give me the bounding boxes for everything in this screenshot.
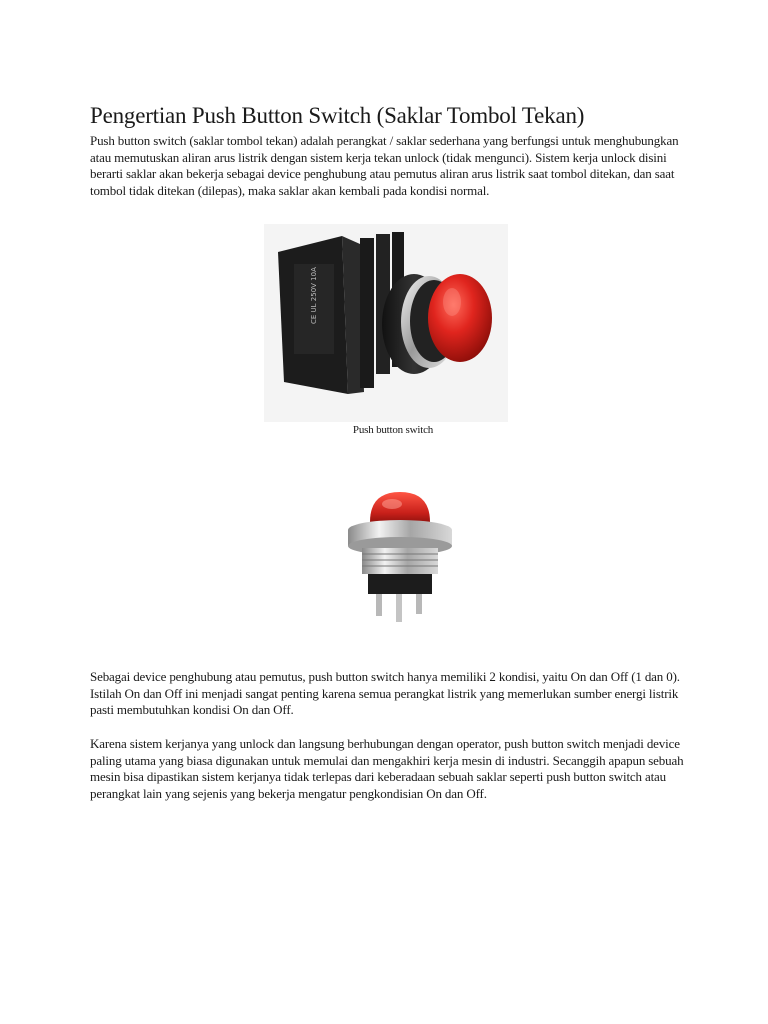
paragraph-industry: Karena sistem kerjanya yang unlock dan langsung berhubungan dengan operator, push button switch menjadi device paling utama yang biasa digunakan untuk memulai dan mengakhiri kerja mesin di industri. Secanggih apapun sebuah mesin bisa dipastikan sistem kerjanya tidak terlepas dari keberadaan sebuah saklar seperti push button switch atau perangkat lain yang sejenis yang bekerja mengatur pengkondisian On dan Off. bbox=[90, 736, 684, 801]
push-button-switch-image bbox=[264, 224, 508, 422]
figure-caption: Push button switch bbox=[352, 424, 434, 436]
svg-text:CE UL 250V 10A: CE UL 250V 10A bbox=[310, 267, 318, 324]
paragraph-intro: Push button switch (saklar tombol tekan) adalah perangkat / saklar sederhana yang berfungsi untuk menghubungkan atau memutuskan aliran arus listrik dengan sistem kerja tekan unlock (tidak mengunci). Sistem kerja unlock disini berarti saklar akan bekerja sebagai device penghubung atau pemutus aliran arus listrik saat tombol ditekan, dan saat tombol tidak ditekan (dilepas), maka saklar akan kembali pada kondisi normal. bbox=[90, 133, 679, 198]
document-page bbox=[90, 102, 690, 801]
page-title: Pengertian Push Button Switch (Saklar Tombol Tekan) bbox=[90, 103, 585, 128]
paragraph-on-off: Sebagai device penghubung atau pemutus, push button switch hanya memiliki 2 kondisi, yaitu On dan Off (1 dan 0). Istilah On dan Off ini menjadi sangat penting karena semua perangkat listrik yang memerlukan sumber energi listrik pasti membutuhkan kondisi On dan Off. bbox=[90, 669, 680, 717]
metal-push-button-image bbox=[340, 482, 460, 632]
